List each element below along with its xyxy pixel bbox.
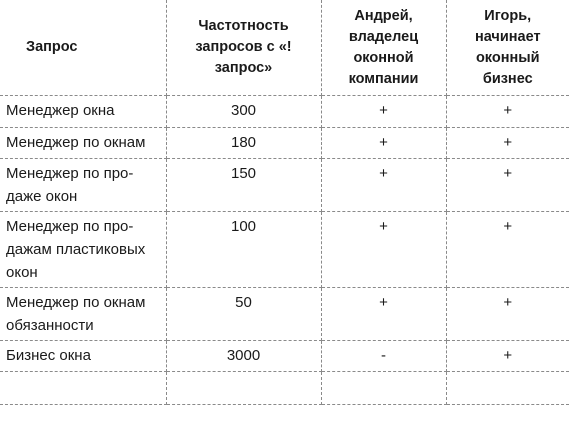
cell-frequency: 180: [166, 128, 321, 159]
header-query: Запрос: [0, 0, 166, 96]
header-igor-text: Игорь, начинает оконный бизнес: [474, 7, 541, 87]
cell-frequency: 300: [166, 96, 321, 128]
cell-igor: +: [446, 212, 569, 288]
cell-andrey: -: [321, 341, 446, 372]
header-andrey: [321, 0, 446, 96]
cell-frequency: 3000: [166, 341, 321, 372]
cell-igor: [446, 372, 569, 405]
cell-andrey: +: [321, 96, 446, 128]
cell-andrey: [321, 372, 446, 405]
cell-andrey: +: [321, 128, 446, 159]
table-row: [0, 372, 569, 405]
cell-igor: +: [446, 96, 569, 128]
cell-andrey: +: [321, 159, 446, 212]
table-row: [0, 341, 569, 372]
cell-query: Менеджер по окнам: [0, 128, 166, 159]
cell-igor: +: [446, 159, 569, 212]
table-row: [0, 96, 569, 128]
header-andrey-text: Андрей, владелец оконной компании: [348, 7, 419, 87]
table-row: [0, 212, 569, 288]
cell-query: Менеджер по окнам обязанности: [0, 288, 166, 341]
cell-andrey: +: [321, 212, 446, 288]
header-frequency: [166, 0, 321, 96]
table-row: [0, 128, 569, 159]
cell-frequency: 100: [166, 212, 321, 288]
cell-query: Бизнес окна: [0, 341, 166, 372]
cell-query: Менеджер по про-дажам пластиковых окон: [0, 212, 166, 288]
cell-frequency: 150: [166, 159, 321, 212]
table-row: [0, 159, 569, 212]
cell-igor: +: [446, 341, 569, 372]
header-row: [0, 0, 569, 96]
table-row: [0, 288, 569, 341]
cell-igor: +: [446, 128, 569, 159]
cell-query: [0, 372, 166, 405]
cell-query: Менеджер по про-даже окон: [0, 159, 166, 212]
cell-andrey: +: [321, 288, 446, 341]
cell-frequency: [166, 372, 321, 405]
header-frequency-text: Частотность запросов с «!запрос»: [195, 18, 292, 76]
cell-query: Менеджер окна: [0, 96, 166, 128]
cell-igor: +: [446, 288, 569, 341]
cell-frequency: 50: [166, 288, 321, 341]
header-igor: [446, 0, 569, 96]
